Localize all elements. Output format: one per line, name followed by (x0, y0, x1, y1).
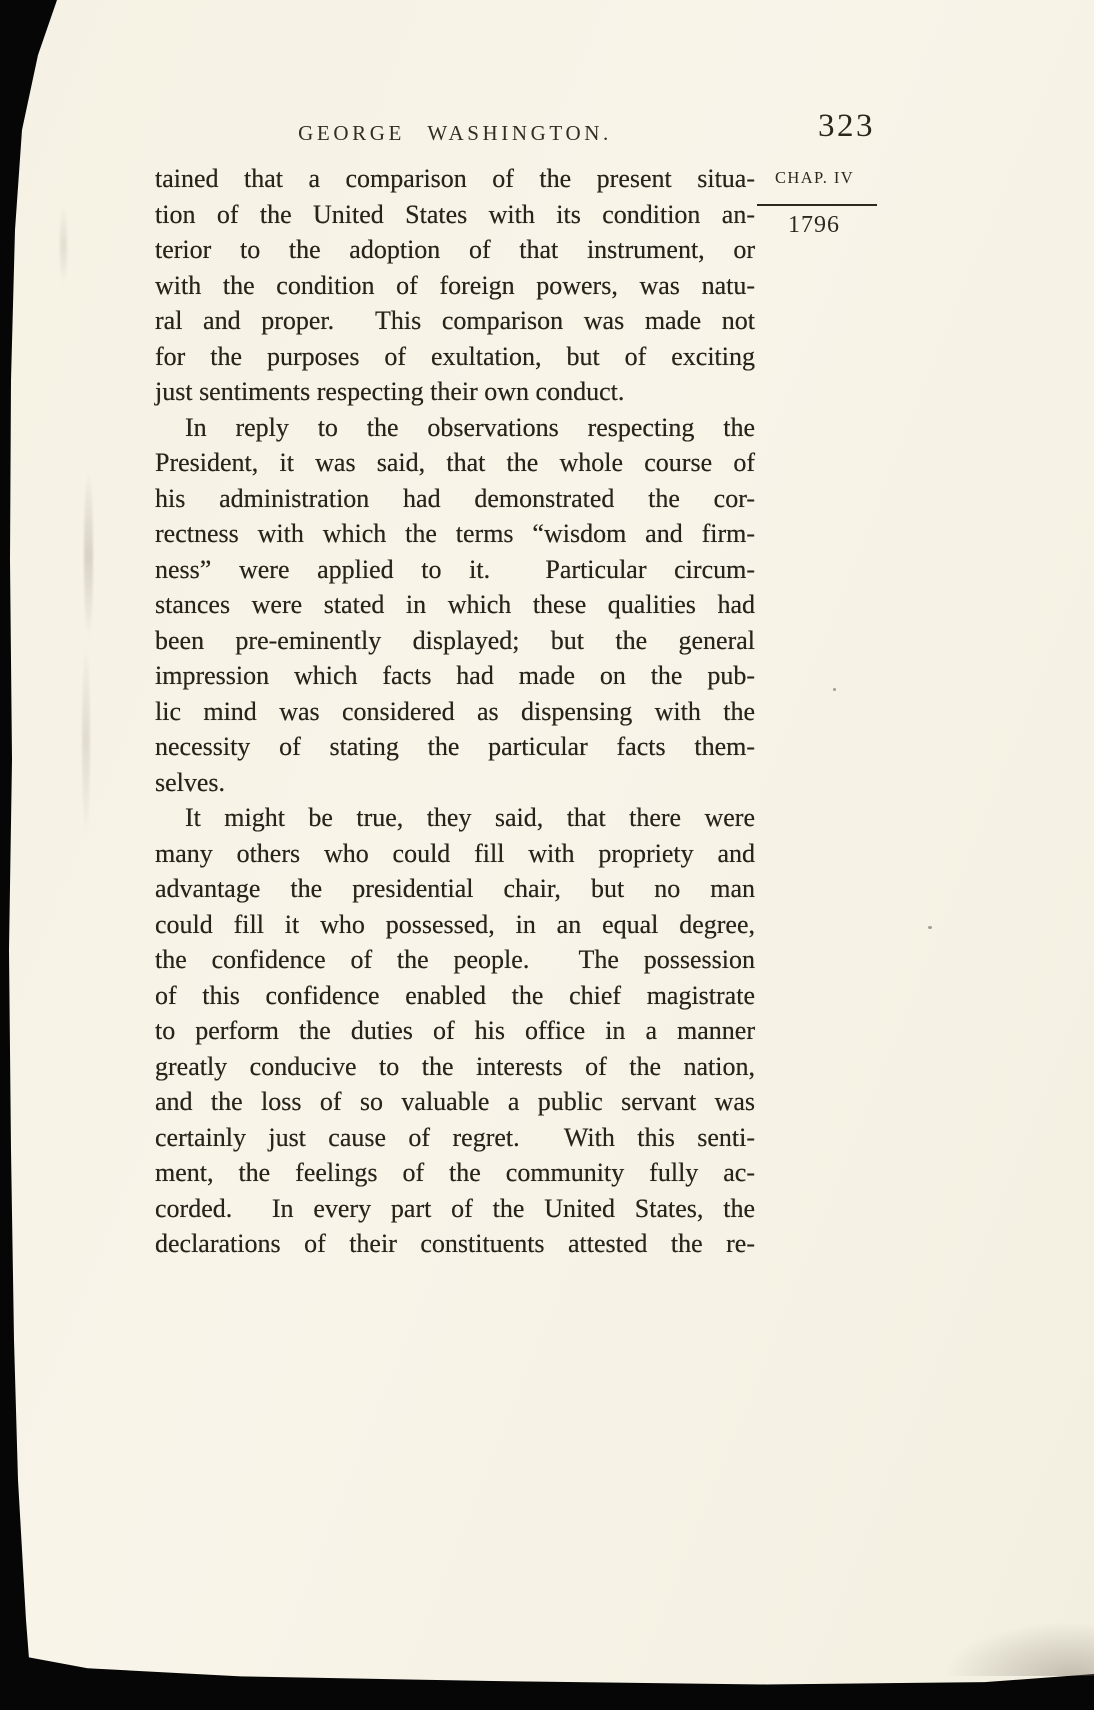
text-line: terior to the adoption of that instrument, or (155, 235, 755, 264)
scan-speck (833, 688, 836, 691)
text-line: many others who could fill with propriety and (155, 838, 755, 868)
scan-smudge (82, 640, 90, 840)
text-line: to perform the duties of his office in a manner (155, 1016, 755, 1045)
sidenote-chapter: CHAP. IV (775, 168, 855, 187)
text-line: stances were stated in which these qualities had (155, 590, 755, 619)
text-line: certainly just cause of regret. With this senti- (155, 1122, 755, 1152)
text-line: necessity of stating the particular facts them- (155, 732, 755, 761)
text-line: of this confidence enabled the chief magistrate (155, 980, 755, 1010)
text-block (155, 161, 755, 1262)
scan-corner-smudge (944, 1621, 1094, 1676)
text-line: and the loss of so valuable a public servant was (155, 1087, 755, 1116)
scan-smudge (84, 470, 93, 640)
text-line: ment, the feelings of the community fully ac- (155, 1158, 755, 1187)
sidenote-rule (757, 204, 877, 206)
text-line: selves. (155, 767, 226, 797)
paragraph (155, 800, 755, 1262)
text-line: corded. In every part of the United States, the (155, 1193, 755, 1223)
text-line: In reply to the observations respecting the (185, 412, 755, 442)
text-line: with the condition of foreign powers, was natu- (155, 270, 755, 300)
page-number: 323 (818, 108, 875, 144)
text-line: for the purposes of exultation, but of exciting (155, 341, 755, 371)
paragraph (155, 161, 755, 410)
text-line: lic mind was considered as dispensing with the (155, 696, 755, 726)
text-line: just sentiments respecting their own conduct. (155, 377, 625, 406)
text-line: President, it was said, that the whole course of (155, 448, 755, 477)
scan-edge-bottom (0, 1652, 1094, 1710)
text-line: impression which facts had made on the pub- (155, 661, 755, 690)
scan-smudge (60, 205, 67, 285)
sidenote-year: 1796 (788, 212, 840, 238)
text-line: declarations of their constituents attested the re- (155, 1229, 755, 1258)
paragraph (155, 410, 755, 801)
text-line: It might be true, they said, that there were (185, 803, 755, 832)
text-line: tion of the United States with its condition an- (155, 199, 755, 229)
text-line: the confidence of the people. The possession (155, 945, 755, 974)
text-line: ness” were applied to it. Particular circum- (155, 554, 755, 584)
text-line: greatly conducive to the interests of the nation, (155, 1051, 755, 1081)
text-line: been pre-eminently displayed; but the general (155, 625, 755, 655)
text-line: advantage the presidential chair, but no man (155, 874, 755, 903)
text-line: could fill it who possessed, in an equal degree, (155, 909, 755, 939)
scan-speck (928, 926, 932, 929)
running-title: GEORGE WASHINGTON. (298, 121, 612, 145)
text-line: rectness with which the terms “wisdom and firm- (155, 519, 755, 548)
text-line: his administration had demonstrated the cor- (155, 483, 755, 513)
text-line: tained that a comparison of the present situa- (155, 164, 755, 193)
text-line: ral and proper. This comparison was made not (155, 306, 755, 335)
